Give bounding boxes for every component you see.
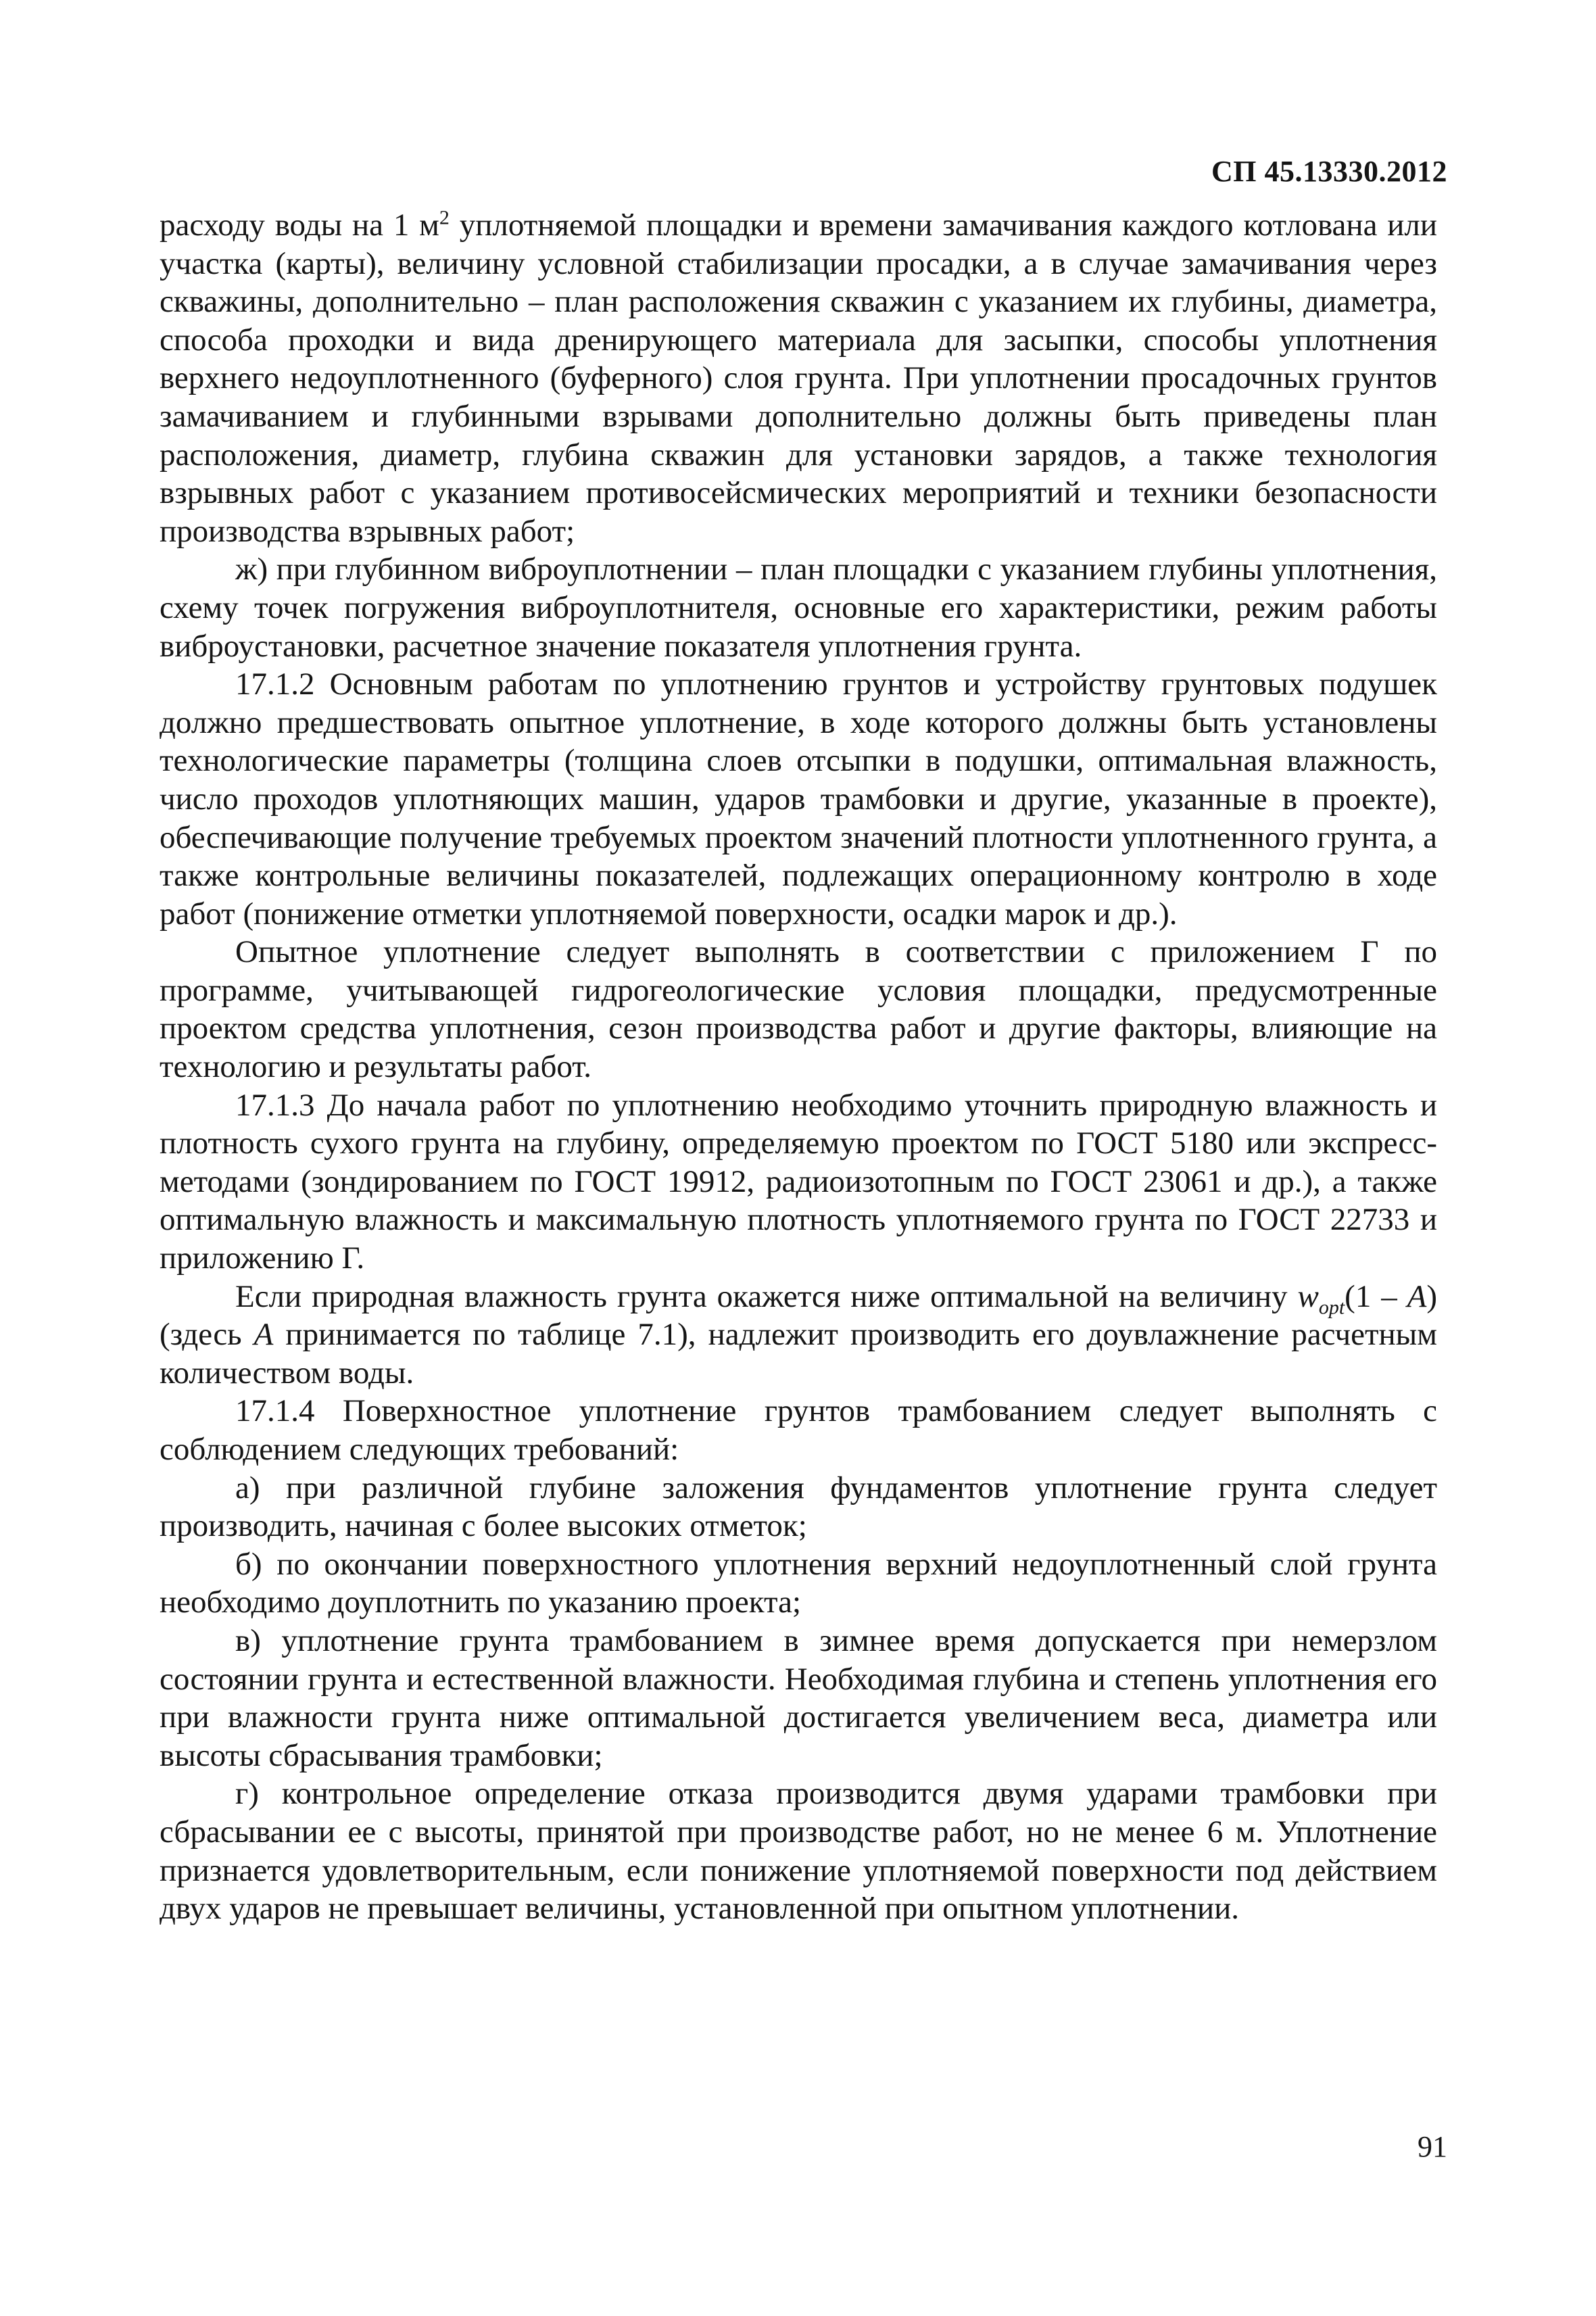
superscript: 2	[439, 206, 450, 229]
text-segment: принимается по таблице 7.1), надлежит производить его доувлажнение расчетным количеством воды.	[160, 1317, 1437, 1391]
text-segment: ) (здесь	[160, 1278, 1437, 1353]
paragraph-item-g: г) контрольное определение отказа производится двумя ударами трамбовки при сбрасывании ее с высоты, принятой при производстве работ, но не менее 6 м. Уплотнение признается удовлетворительным, если понижение уплотняемой поверхности под действием двух ударов не превышает величины, установленной при опытном уплотнении.	[160, 1776, 1437, 1927]
paragraph-17-1-2: 17.1.2 Основным работам по уплотнению грунтов и устройству грунтовых подушек должно предшествовать опытное уплотнение, в ходе которого должны быть установлены технологические параметры (толщина слоев отсыпки в подушки, оптимальная влажность, число проходов уплотняющих машин, ударов трамбовки и другие, указанные в проекте), обеспечивающие получение требуемых проектом значений плотности уплотненного грунта, а также контрольные величины показателей, подлежащих операционному контролю в ходе работ (понижение отметки уплотняемой поверхности, осадки марок и др.).	[160, 667, 1437, 932]
paragraph-item-zh: ж) при глубинном виброуплотнении – план площадки с указанием глубины уплотнения, схему точек погружения виброуплотнителя, основные его характеристики, режим работы виброустановки, расчетное значение показателя уплотнения грунта.	[160, 552, 1437, 664]
formula-symbol-a: A	[1407, 1278, 1427, 1314]
text-segment: расходу воды на 1 м	[160, 208, 439, 243]
paragraph-trial-compaction: Опытное уплотнение следует выполнять в соответствии с приложением Г по программе, учитывающей гидрогеологические условия площадки, предусмотренные проектом средства уплотнения, сезон производства работ и другие факторы, влияющие на технологию и результаты работ.	[160, 934, 1437, 1085]
paragraph-item-v: в) уплотнение грунта трамбованием в зимнее время допускается при немерзлом состоянии грунта и естественной влажности. Необходимая глубина и степень уплотнения его при влажности грунта ниже оптимальной достигается увеличением веса, диаметра или высоты сбрасывания трамбовки;	[160, 1622, 1437, 1773]
paragraph-continuation	[160, 206, 1437, 550]
text-segment: уплотняемой площадки и времени замачивания каждого котлована или участка (карты), величину условной стабилизации просадки, а в случае замачивания через скважины, дополнительно – план расположения скважин с указанием их глубины, диаметра, способа проходки и вида дренирующего материала для засыпки, способы уплотнения верхнего недоуплотненного (буферного) слоя грунта. При уплотнении просадочных грунтов замачиванием и глубинными взрывами дополнительно должны быть приведены план расположения, диаметр, глубина скважин для установки зарядов, а также технология взрывных работ с указанием противосейсмических мероприятий и техники безопасности производства взрывных работ;	[160, 208, 1438, 549]
paragraph-17-1-4: 17.1.4 Поверхностное уплотнение грунтов трамбованием следует выполнять с соблюдением следующих требований:	[160, 1393, 1437, 1467]
formula-symbol-a: A	[253, 1317, 274, 1353]
text-segment: (1 –	[1345, 1278, 1407, 1314]
document-code-header: СП 45.13330.2012	[1211, 155, 1447, 188]
formula-symbol-w: w	[1297, 1278, 1319, 1314]
document-body	[160, 206, 1437, 1928]
paragraph-17-1-3: 17.1.3 До начала работ по уплотнению необходимо уточнить природную влажность и плотность сухого грунта на глубину, определяемую проектом по ГОСТ 5180 или экспресс-методами (зондированием по ГОСТ 19912, радиоизотопным по ГОСТ 23061 и др.), а также оптимальную влажность и максимальную плотность уплотняемого грунта по ГОСТ 22733 и приложению Г.	[160, 1087, 1437, 1276]
paragraph-item-b: б) по окончании поверхностного уплотнения верхний недоуплотненный слой грунта необходимо доуплотнить по указанию проекта;	[160, 1546, 1437, 1620]
text-segment: Если природная влажность грунта окажется ниже оптимальной на величину	[235, 1278, 1298, 1314]
paragraph-moisture	[160, 1278, 1437, 1393]
paragraph-item-a: а) при различной глубине заложения фундаментов уплотнение грунта следует производить, начиная с более высоких отметок;	[160, 1470, 1437, 1544]
formula-subscript: opt	[1318, 1296, 1345, 1319]
page-number: 91	[1418, 2130, 1447, 2163]
